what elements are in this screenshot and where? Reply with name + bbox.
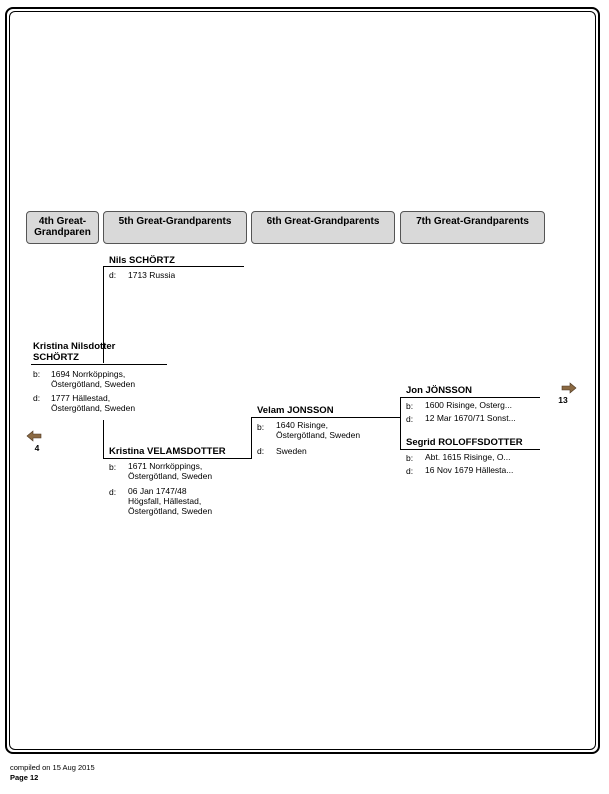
- velam-underline: [251, 417, 400, 418]
- segrid-underline: [400, 449, 540, 450]
- birth-line: Östergötland, Sweden: [276, 430, 361, 440]
- death-line: Sweden: [276, 446, 307, 456]
- birth-label: b:: [33, 369, 41, 379]
- velam-birth: [276, 420, 360, 440]
- birth-line: Östergötland, Sweden: [128, 471, 213, 481]
- tab-4th-great-grandparents[interactable]: [26, 211, 99, 244]
- birth-label: b:: [406, 453, 414, 463]
- person-velam-jonsson-name[interactable]: Velam JONSSON: [257, 405, 334, 416]
- birth-line: 1640 Risinge,: [276, 420, 328, 430]
- death-line: 12 Mar 1670/71 Sonst...: [425, 413, 516, 423]
- header-label: 7th Great-Grandparents: [416, 216, 529, 227]
- tab-6th-great-grandparents[interactable]: [251, 211, 395, 244]
- name-line: Kristina Nilsdotter: [33, 341, 116, 352]
- header-label: 6th Great-Grandparents: [266, 216, 380, 227]
- velam-death: [276, 446, 307, 456]
- birth-line: 1694 Norrköppings,: [51, 369, 126, 379]
- death-line: 06 Jan 1747/48: [128, 486, 187, 496]
- death-line: Högsfall, Hällestad,: [128, 496, 202, 506]
- person-jon-jonsson-name[interactable]: Jon JÖNSSON: [406, 385, 472, 396]
- death-label: d:: [33, 393, 41, 403]
- next-page-arrow-icon[interactable]: [561, 382, 577, 394]
- kristina-n-birth: [51, 369, 135, 389]
- name-line: SCHÖRTZ: [33, 352, 79, 363]
- death-label: d:: [257, 446, 265, 456]
- header-label: 4th Great-Grandparen: [34, 216, 91, 238]
- death-label: d:: [109, 270, 117, 280]
- birth-label: b:: [109, 462, 117, 472]
- birth-label: b:: [406, 401, 414, 411]
- segrid-birth: [425, 452, 537, 462]
- kristina-n-underline: [31, 364, 167, 365]
- birth-line: 1600 Risinge, Osterg...: [425, 400, 512, 410]
- jon-underline: [400, 397, 540, 398]
- prev-page-arrow-icon[interactable]: [26, 430, 42, 442]
- death-line: 1777 Hällestad,: [51, 393, 111, 403]
- nils-death: [128, 270, 175, 280]
- header-label: 5th Great-Grandparents: [118, 216, 232, 227]
- death-label: d:: [109, 487, 117, 497]
- mother-connector: [103, 420, 104, 458]
- death-line: Östergötland, Sweden: [51, 403, 136, 413]
- death-line: 16 Nov 1679 Hällesta...: [425, 465, 514, 475]
- death-label: d:: [406, 466, 414, 476]
- person-nils-schortz-name[interactable]: Nils SCHÖRTZ: [109, 255, 175, 266]
- death-label: d:: [406, 414, 414, 424]
- jon-death: [425, 413, 537, 423]
- compiled-date: compiled on 15 Aug 2015: [10, 763, 95, 772]
- kristina-v-underline: [103, 458, 251, 459]
- death-line: Östergötland, Sweden: [128, 506, 213, 516]
- birth-line: Abt. 1615 Risinge, O...: [425, 452, 511, 462]
- prev-page-number[interactable]: 4: [34, 443, 40, 453]
- nils-underline: [103, 266, 244, 267]
- velam-parents-connector: [400, 397, 401, 449]
- person-kristina-nilsdotter-name[interactable]: [33, 341, 115, 363]
- death-line: 1713 Russia: [128, 270, 176, 280]
- velam-connector: [251, 417, 252, 459]
- page-number: Page 12: [10, 773, 39, 782]
- tab-7th-great-grandparents[interactable]: [400, 211, 545, 244]
- birth-label: b:: [257, 422, 265, 432]
- birth-line: 1671 Norrköppings,: [128, 461, 203, 471]
- jon-birth: [425, 400, 537, 410]
- tab-5th-great-grandparents[interactable]: [103, 211, 247, 244]
- next-page-number[interactable]: 13: [558, 395, 568, 405]
- kristina-v-birth: [128, 461, 212, 481]
- kristina-v-death: [128, 486, 212, 516]
- person-kristina-velamsdotter-name[interactable]: Kristina VELAMSDOTTER: [109, 446, 226, 457]
- person-segrid-roloffsdotter-name[interactable]: Segrid ROLOFFSDOTTER: [406, 437, 523, 448]
- kristina-n-death: [51, 393, 135, 413]
- segrid-death: [425, 465, 537, 475]
- birth-line: Östergötland, Sweden: [51, 379, 136, 389]
